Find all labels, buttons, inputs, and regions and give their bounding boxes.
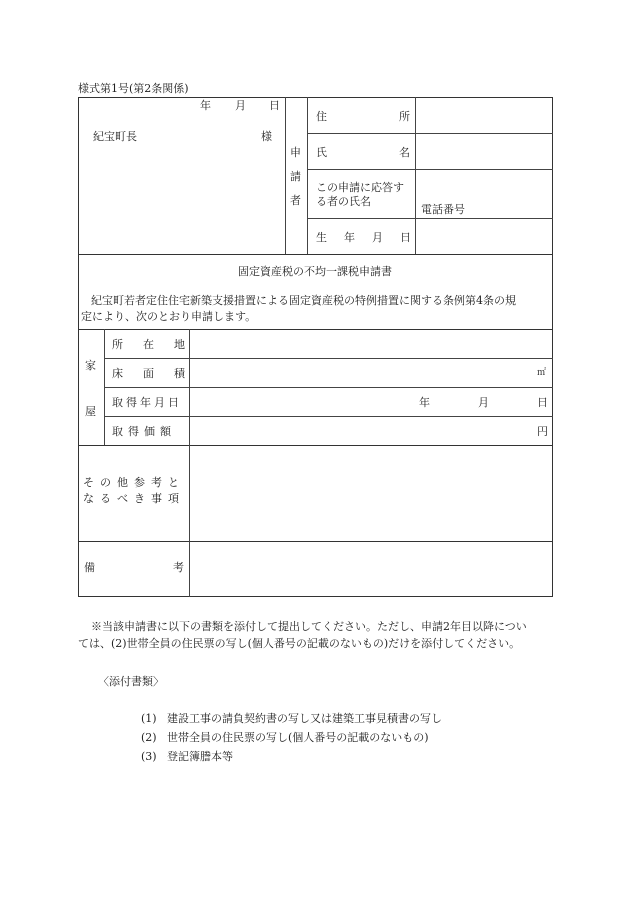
- phone-label: 電話番号: [421, 203, 465, 216]
- name-label: 名: [399, 146, 410, 159]
- intro-text: 紀宝町若者定住住宅新築支援措置による固定資産税の特例措置に関する条例第4条の規: [91, 294, 516, 307]
- remarks-label: 考: [173, 561, 184, 574]
- address-field[interactable]: [416, 98, 552, 133]
- attachments-heading: 〈添付書類〉: [98, 675, 164, 688]
- location-label: 地: [174, 338, 185, 351]
- address-label: 所: [399, 110, 410, 123]
- acq-month-label: 月: [478, 396, 489, 409]
- intro-text: 定により、次のとおり申請します。: [81, 310, 257, 323]
- remarks-label: 備: [84, 561, 95, 574]
- applicant-label-char: 者: [290, 194, 301, 207]
- other-info-label: なるべき事項: [83, 492, 185, 505]
- attachment-item: 登記簿謄本等: [167, 750, 233, 763]
- floor-area-label: 床: [112, 367, 123, 380]
- address-label: 住: [316, 110, 327, 123]
- attachment-number: (1): [141, 712, 157, 725]
- attachment-number: (2): [141, 731, 157, 744]
- birth-label: 生: [316, 231, 327, 244]
- attachment-item: 建設工事の請負契約書の写し又は建築工事見積書の写し: [167, 712, 442, 725]
- attachment-number: (3): [141, 750, 157, 763]
- respondent-label: この申請に応答す: [316, 181, 404, 194]
- price-unit: 円: [537, 425, 548, 438]
- remarks-field[interactable]: [190, 542, 552, 596]
- acq-year-label: 年: [419, 396, 430, 409]
- attachment-item: 世帯全員の住民票の写し(個人番号の記載のないもの): [167, 731, 429, 744]
- respondent-label: る者の氏名: [316, 195, 371, 208]
- floor-area-label: 面: [143, 367, 154, 380]
- other-info-label: その他参考と: [83, 476, 185, 489]
- other-info-field[interactable]: [190, 446, 552, 541]
- document-title: 固定資産税の不均一課税申請書: [238, 265, 392, 278]
- note-text: ては、(2)世帯全員の住民票の写し(個人番号の記載のないもの)だけを添付してください。: [78, 637, 521, 650]
- birth-label: 年: [344, 231, 355, 244]
- applicant-label-char: 申: [290, 146, 301, 159]
- acq-day-label: 日: [537, 396, 548, 409]
- birth-label: 月: [372, 231, 383, 244]
- floor-area-unit: ㎡: [537, 368, 547, 378]
- floor-area-field[interactable]: [190, 359, 552, 387]
- birthdate-field[interactable]: [416, 219, 552, 254]
- location-field[interactable]: [190, 330, 552, 358]
- house-group-label: 屋: [85, 405, 96, 418]
- date-month-label: 月: [235, 99, 246, 112]
- location-label: 所: [112, 338, 123, 351]
- date-day-label: 日: [269, 99, 280, 112]
- applicant-label-char: 請: [290, 170, 301, 183]
- location-label: 在: [143, 338, 154, 351]
- house-group-label: 家: [85, 359, 96, 372]
- acquisition-date-field[interactable]: [190, 388, 552, 416]
- addressee: 紀宝町長: [93, 130, 137, 143]
- note-text: ※当該申請書に以下の書類を添付して提出してください。ただし、申請2年目以降につい: [91, 620, 527, 633]
- form-number: 様式第1号(第2条関係): [78, 82, 189, 95]
- date-year-label: 年: [200, 99, 211, 112]
- name-field[interactable]: [416, 134, 552, 169]
- acquisition-date-label: 取得年月日: [112, 396, 182, 409]
- respondent-field[interactable]: [416, 170, 552, 218]
- addressee-honorific: 様: [261, 130, 272, 143]
- acquisition-price-label: 取得価額: [112, 425, 176, 438]
- name-label: 氏: [316, 146, 327, 159]
- floor-area-label: 積: [174, 367, 185, 380]
- birth-label: 日: [400, 231, 411, 244]
- acquisition-price-field[interactable]: [190, 417, 552, 445]
